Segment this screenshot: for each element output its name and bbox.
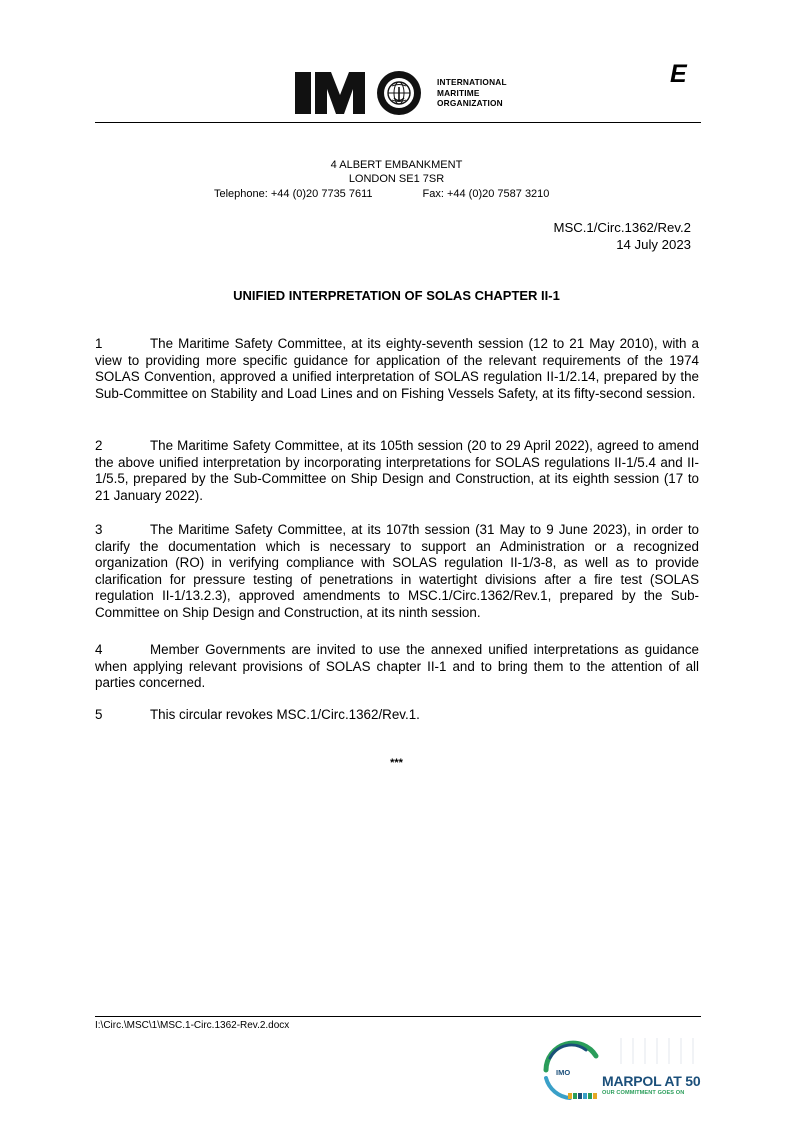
paragraph [95,642,699,692]
tagline-line: INTERNATIONAL [437,77,507,88]
fax: Fax: +44 (0)20 7587 3210 [422,188,550,200]
paragraph-number: 1 [95,336,103,351]
paragraph [95,707,699,724]
footer-divider [95,1016,701,1017]
paragraph-text: The Maritime Safety Committee, at its 105th session (20 to 29 April 2022), agreed to amend the above unified interpretation by incorporating interpretations for SOLAS regulations II-1/5.4 and II-1/5.5, prepared by the Sub-Committee on Ship Design and Construction, at its eighth session (17 to 21 January 2022). [95,438,699,503]
document-reference-block [553,220,691,253]
address-line: LONDON SE1 7SR [348,172,445,185]
paragraph [95,336,699,402]
imo-emblem-icon [295,71,429,115]
document-date: 14 July 2023 [616,236,691,252]
marpol-imo-label: IMO [556,1068,571,1077]
section-separator: *** [390,757,403,769]
tagline-line: MARITIME [437,87,480,98]
address-line: 4 ALBERT EMBANKMENT [330,159,463,171]
paragraph-text: The Maritime Safety Committee, at its eighty-seventh session (12 to 21 May 2010), with a view to providing more specific guidance for application of the relevant requirements of the 1974 SOLAS Convention, approved a unified interpretation of SOLAS regulation II-1/2.14, prepared by the Sub-Committee on Stability and Load Lines and on Fishing Vessels Safety, at its fifty-second session. [95,336,699,401]
paragraph [95,522,699,621]
paragraph-text: This circular revokes MSC.1/Circ.1362/Rev.1. [150,707,420,722]
paragraph-number: 4 [95,642,103,657]
imo-logo-wordmark [295,71,429,115]
paragraph-text: Member Governments are invited to use the annexed unified interpretations as guidance when applying relevant provisions of SOLAS chapter II-1 and to bring them to the attention of all parties concerned. [95,642,699,690]
paragraph [95,438,699,504]
paragraph-text: The Maritime Safety Committee, at its 107th session (31 May to 9 June 2023), in order to clarify the documentation which is necessary to support an Administration or a recognized organization (RO) in verifying compliance with SOLAS regulation II-1/3-8, as well as to provide clarification for pressure testing of penetrations in watertight divisions after a fire test (SOLAS regulation II-1/13.2.3), approved amendments to MSC.1/Circ.1362/Rev.1, prepared by the Sub-Committee on Ship Design and Construction, at its ninth session. [95,522,699,620]
paragraph-number: 5 [95,707,103,722]
tagline-line: ORGANIZATION [437,98,503,109]
imo-logo [295,70,507,116]
contact-row [214,188,549,200]
document-symbol: MSC.1/Circ.1362/Rev.2 [553,220,691,235]
marpol-subtitle: OUR COMMITMENT GOES ON [602,1090,685,1096]
imo-logo-tagline [437,77,507,109]
header-divider [95,122,701,123]
document-title: UNIFIED INTERPRETATION OF SOLAS CHAPTER II-1 [233,288,560,303]
address-block [0,159,793,186]
marpol-logo [540,1038,700,1106]
language-code: E [670,60,687,88]
paragraph-number: 3 [95,522,103,537]
paragraph-number: 2 [95,438,103,453]
telephone: Telephone: +44 (0)20 7735 7611 [214,188,373,200]
file-path: I:\Circ.\MSC\1\MSC.1-Circ.1362-Rev.2.docx [95,1020,290,1031]
marpol-title: MARPOL AT 50 [602,1073,701,1089]
